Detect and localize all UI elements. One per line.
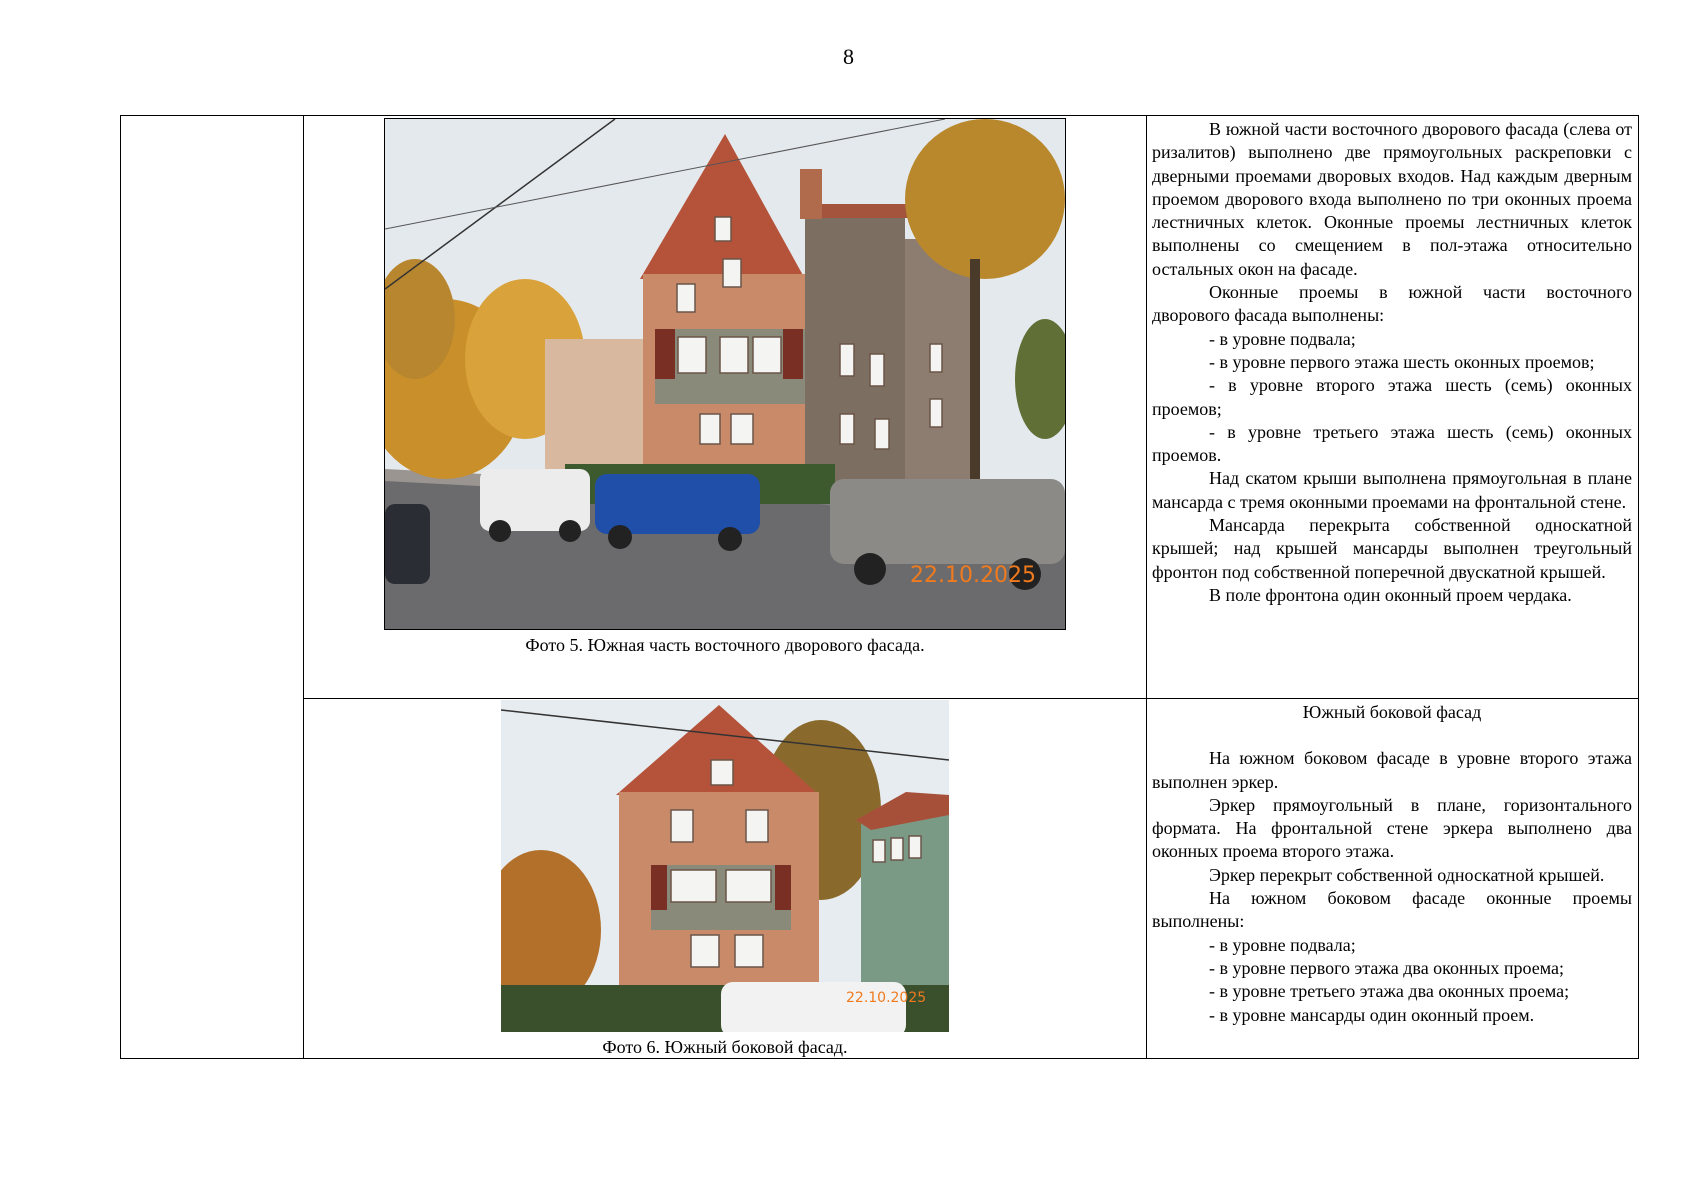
photo-datestamp: 22.10.2025 <box>910 563 1036 588</box>
paragraph: Оконные проемы в южной части восточного дворового фасада выполнены: <box>1152 282 1632 326</box>
description-cell <box>1147 699 1639 1059</box>
paragraph: Эркер прямоугольный в плане, горизонтального формата. На фронтальной стене эркера выполнено два оконных проема второго этажа. <box>1152 794 1632 862</box>
empty-cell <box>121 116 304 1059</box>
photo-caption: Фото 5. Южная часть восточного дворового фасада. <box>525 635 925 655</box>
photo-cell <box>304 116 1147 699</box>
list-item: - в уровне первого этажа два оконных проема; <box>1209 957 1564 978</box>
paragraph: В южной части восточного дворового фасада (слева от ризалитов) выполнено две прямоугольных раскреповки с дверными проемами дворовых входов. Над каждым дверным проемом дворового входа выполнено по три оконных проема лестничных клеток. Оконные проемы лестничных клеток выполнены со смещением в пол-этажа относительно остальных окон на фасаде. <box>1152 119 1632 279</box>
paragraph: В поле фронтона один оконный проем чердака. <box>1209 584 1572 605</box>
paragraph: На южном боковом фасаде в уровне второго этажа выполнен эркер. <box>1152 748 1632 792</box>
list-item: - в уровне подвала; <box>1209 934 1356 955</box>
list-item: - в уровне второго этажа шесть (семь) оконных проемов; <box>1152 375 1632 419</box>
table-row <box>121 116 1639 699</box>
photo-datestamp: 22.10.2025 <box>846 990 927 1006</box>
building-photo-icon <box>501 700 949 1032</box>
paragraph: Эркер перекрыт собственной односкатной крышей. <box>1209 864 1605 885</box>
list-item: - в уровне подвала; <box>1209 328 1356 349</box>
section-heading: Южный боковой фасад <box>1302 702 1482 722</box>
photo-5 <box>384 118 1066 630</box>
photo-cell <box>304 699 1147 1059</box>
list-item: - в уровне третьего этажа шесть (семь) оконных проемов. <box>1152 421 1632 466</box>
description-cell <box>1147 116 1639 699</box>
description-text <box>1147 699 1638 1027</box>
document-table <box>120 115 1639 1059</box>
photo-caption: Фото 6. Южный боковой фасад. <box>602 1037 848 1057</box>
paragraph: Мансарда перекрыта собственной односкатной крышей; над крышей мансарды выполнен треугольный фронтон под собственной поперечной двускатной крышей. <box>1152 515 1632 582</box>
paragraph: Над скатом крыши выполнена прямоугольная в плане мансарда с тремя оконными проемами на фронтальной стене. <box>1152 468 1632 512</box>
paragraph: На южном боковом фасаде оконные проемы выполнены: <box>1152 888 1632 932</box>
table-row <box>121 699 1639 1059</box>
list-item: - в уровне первого этажа шесть оконных проемов; <box>1209 351 1595 372</box>
list-item: - в уровне третьего этажа два оконных проема; <box>1209 981 1570 1002</box>
photo-6 <box>501 700 949 1032</box>
list-item: - в уровне мансарды один оконный проем. <box>1209 1004 1535 1025</box>
page-number: 8 <box>843 44 854 69</box>
description-text <box>1147 116 1638 607</box>
building-photo-icon <box>385 119 1065 629</box>
blank-line <box>1152 724 1632 747</box>
